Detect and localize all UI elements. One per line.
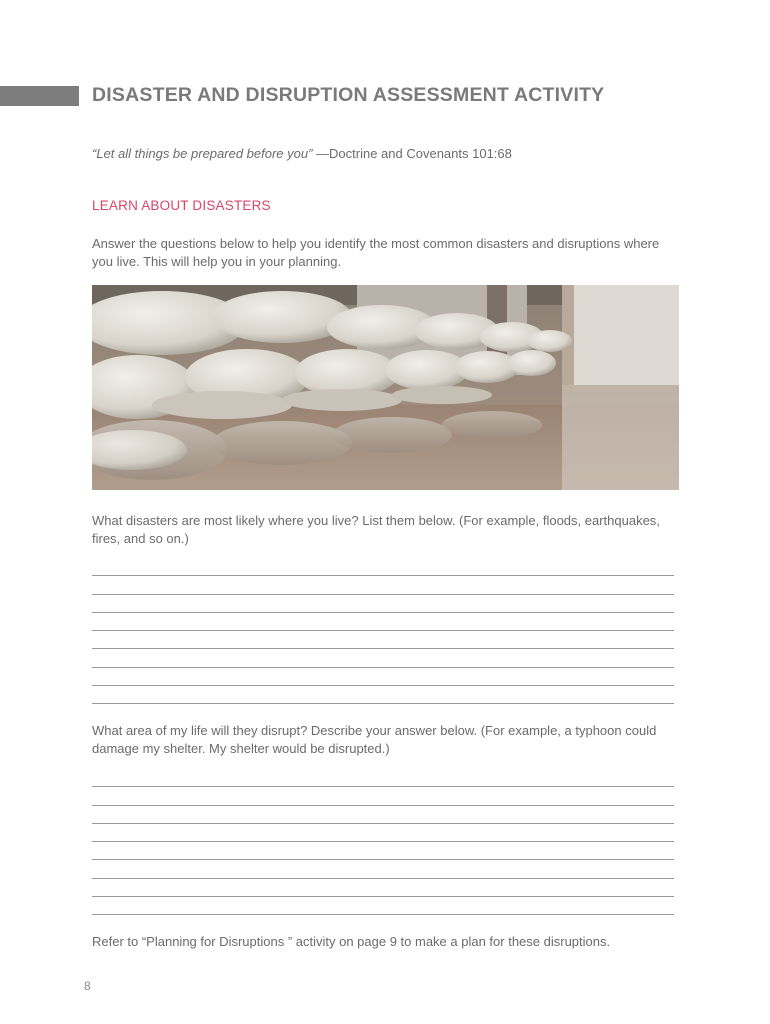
quote-text: “Let all things be prepared before you” bbox=[92, 146, 313, 161]
page-number: 8 bbox=[84, 979, 91, 993]
answer-line[interactable] bbox=[92, 686, 674, 704]
answer-line[interactable] bbox=[92, 668, 674, 686]
question-2-answer-lines[interactable] bbox=[92, 769, 674, 915]
page-title: DISASTER AND DISRUPTION ASSESSMENT ACTIVITY bbox=[92, 84, 605, 106]
footer-note: Refer to “Planning for Disruptions ” activity on page 9 to make a plan for these disruptions. bbox=[92, 934, 611, 949]
answer-line[interactable] bbox=[92, 631, 674, 649]
answer-line[interactable] bbox=[92, 787, 674, 805]
question-1-prompt: What disasters are most likely where you live? List them below. (For example, floods, earthquakes, fires, and so on.) bbox=[92, 513, 660, 546]
sandbags-flood-photo bbox=[92, 285, 679, 490]
answer-line[interactable] bbox=[92, 576, 674, 594]
answer-line[interactable] bbox=[92, 879, 674, 897]
quote-source: —Doctrine and Covenants 101:68 bbox=[312, 146, 512, 161]
answer-line[interactable] bbox=[92, 769, 674, 787]
title-accent-bar bbox=[0, 86, 79, 106]
scripture-quote bbox=[92, 146, 512, 161]
answer-line[interactable] bbox=[92, 897, 674, 915]
answer-line[interactable] bbox=[92, 824, 674, 842]
intro-paragraph: Answer the questions below to help you identify the most common disasters and disruptions where you live. This will help you in your planning. bbox=[92, 236, 660, 269]
section-heading: LEARN ABOUT DISASTERS bbox=[92, 198, 271, 213]
question-2-prompt: What area of my life will they disrupt? Describe your answer below. (For example, a typhoon could damage my shelter. My shelter would be disrupted.) bbox=[92, 723, 657, 756]
answer-line[interactable] bbox=[92, 595, 674, 613]
answer-line[interactable] bbox=[92, 842, 674, 860]
answer-line[interactable] bbox=[92, 649, 674, 667]
answer-line[interactable] bbox=[92, 860, 674, 878]
answer-line[interactable] bbox=[92, 806, 674, 824]
answer-line[interactable] bbox=[92, 613, 674, 631]
answer-line[interactable] bbox=[92, 558, 674, 576]
question-1-answer-lines[interactable] bbox=[92, 558, 674, 704]
